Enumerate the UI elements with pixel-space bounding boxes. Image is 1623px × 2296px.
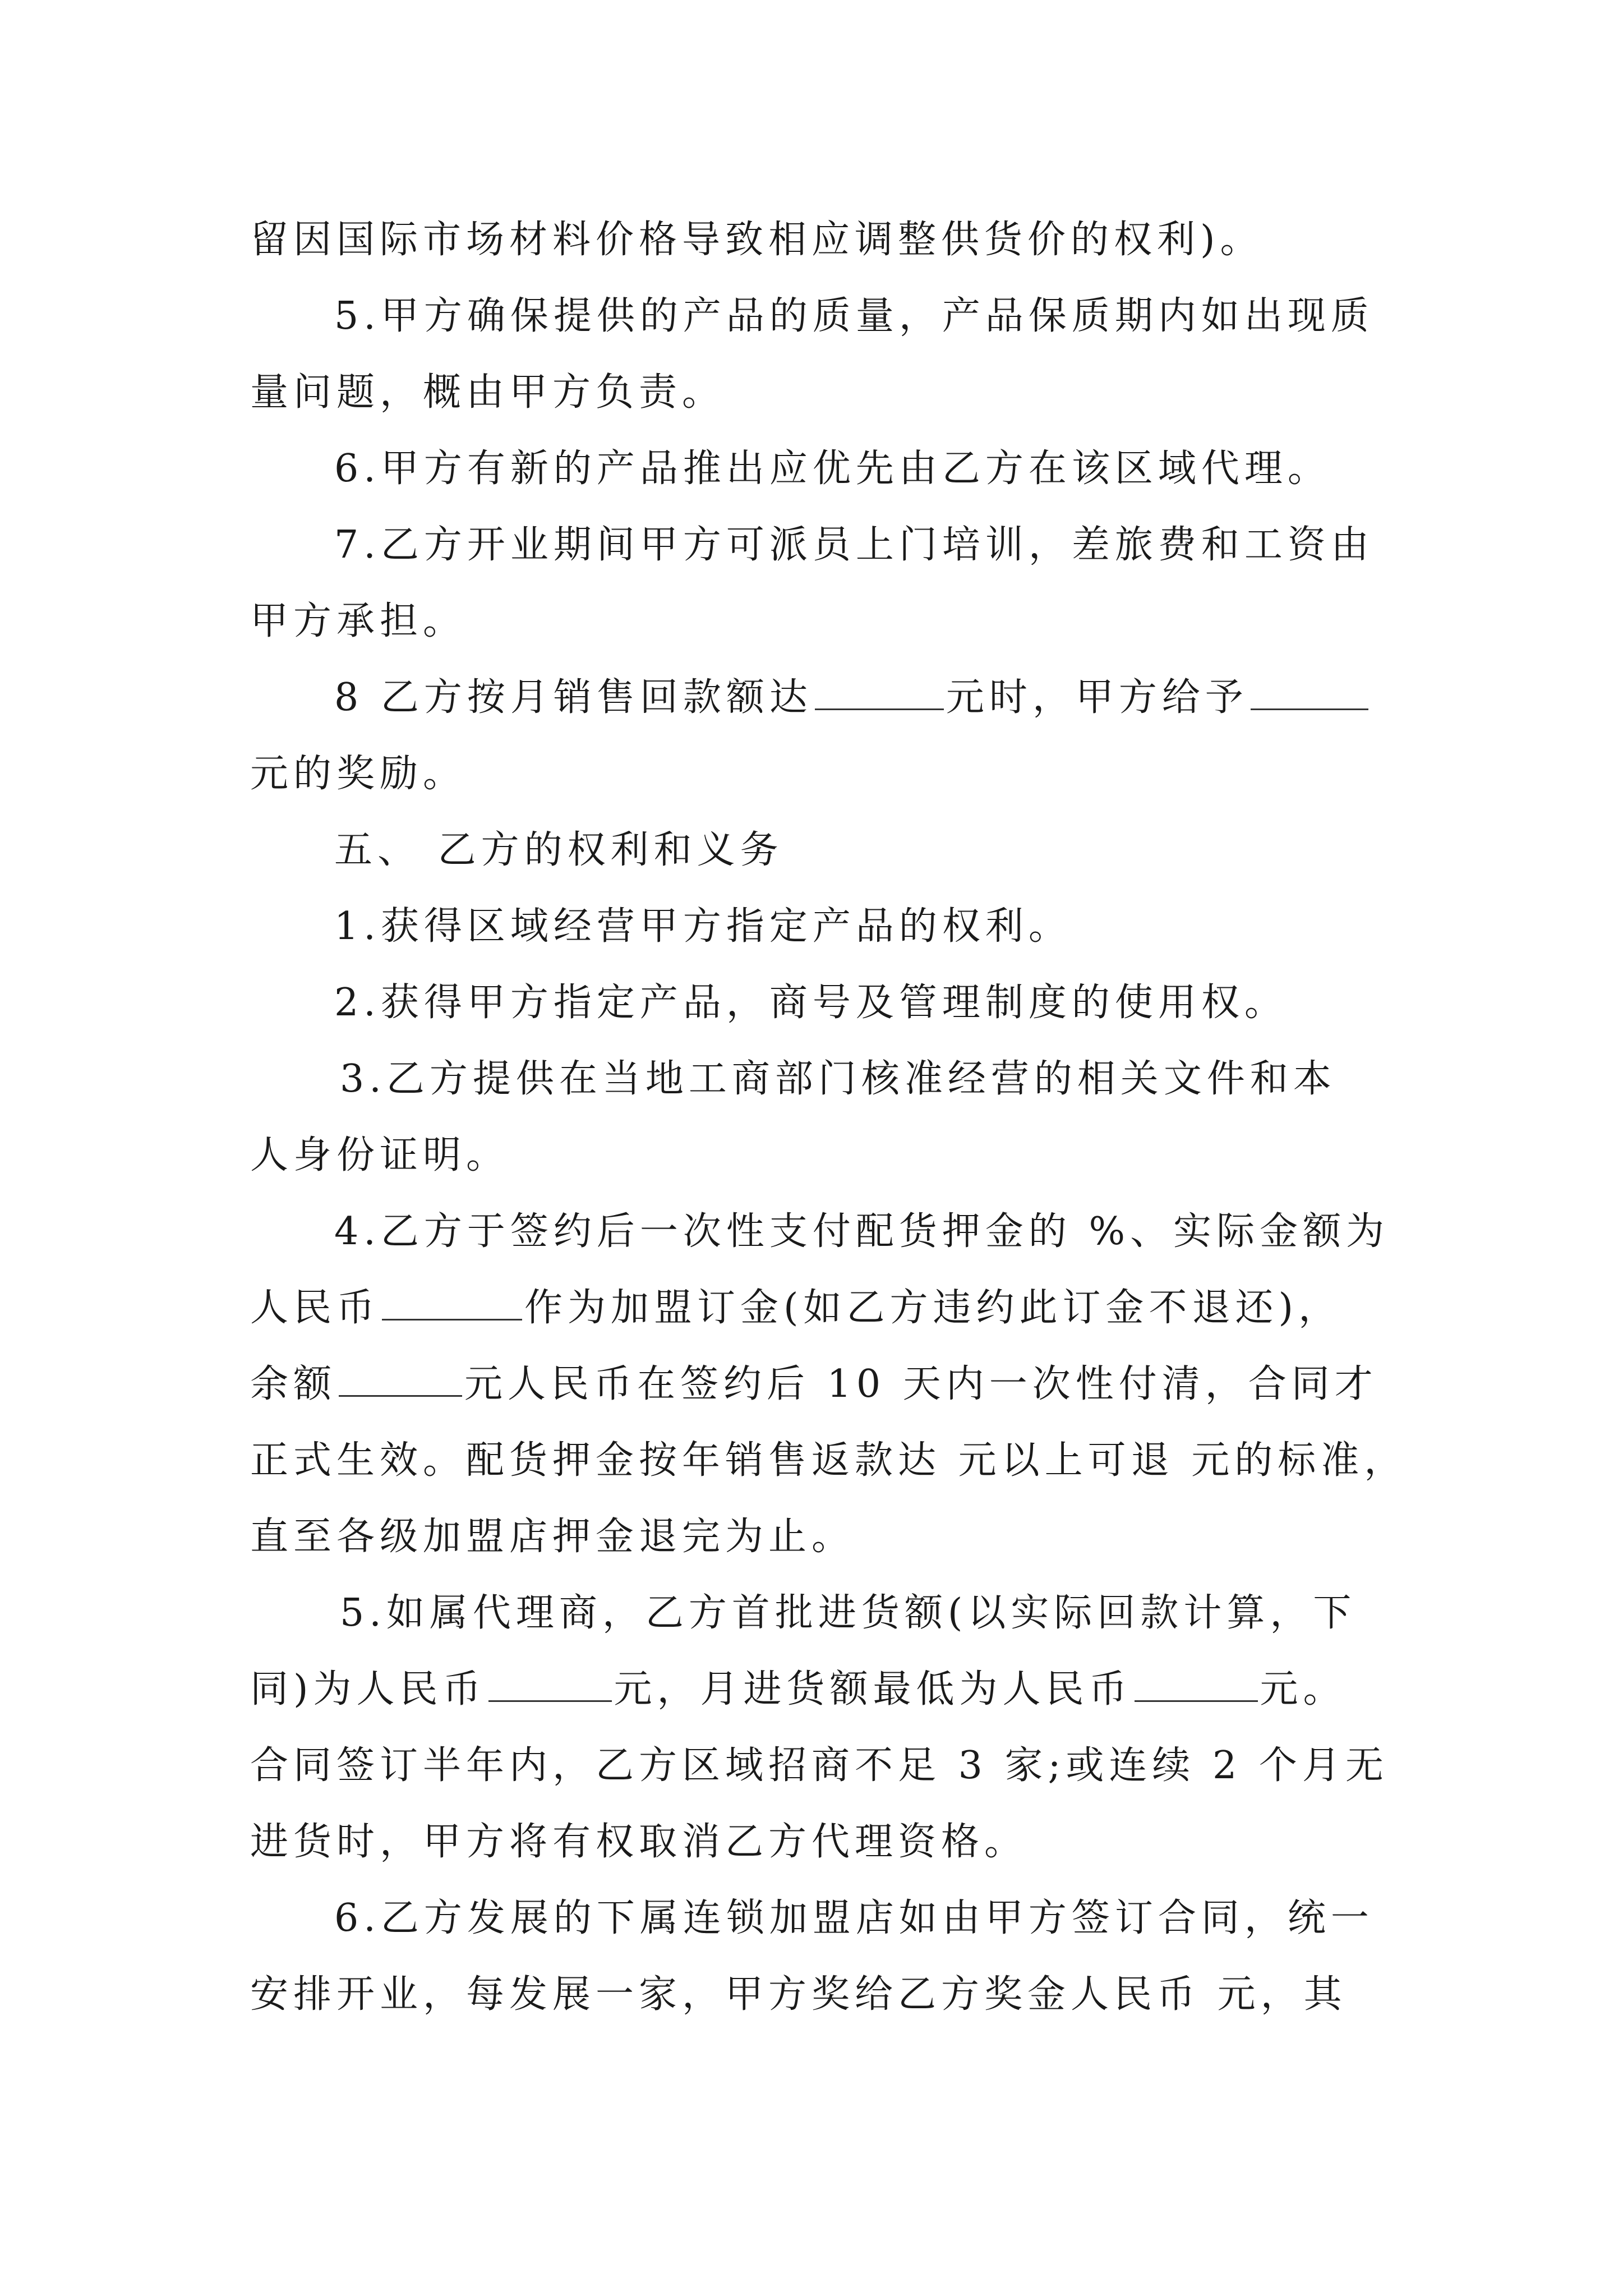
text-segment: 元。: [1260, 1667, 1347, 1711]
text-segment: 元，月进货额最低为人民币: [614, 1667, 1132, 1711]
text-line: [250, 1346, 1377, 1423]
text-segment: 余额: [250, 1362, 337, 1406]
clause-5-line: 5.甲方确保提供的产品的质量，产品保质期内如出现质: [334, 294, 1374, 338]
text-line: 进货时，甲方将有权取消乙方代理资格。: [250, 1820, 1028, 1864]
clause-6-line: 6.甲方有新的产品推出应优先由乙方在该区域代理。: [334, 447, 1331, 491]
text-line: 留因国际市场材料价格导致相应调整供货价的权利)。: [250, 218, 1264, 262]
text-segment: 元时，甲方给予: [946, 675, 1248, 720]
document-page: [250, 202, 1408, 2033]
text-line: 安排开业，每发展一家，甲方奖给乙方奖金人民币 元，其: [250, 1972, 1347, 2017]
section-heading: 五、 乙方的权利和义务: [334, 828, 783, 872]
fill-in-blank: [815, 703, 944, 710]
text-line: 直至各级加盟店押金退完为止。: [250, 1515, 855, 1559]
fill-in-blank: [339, 1389, 462, 1397]
clause-4-line: 4.乙方于签约后一次性支付配货押金的 %、实际金额为: [334, 1209, 1390, 1254]
clause-1-line: 1.获得区域经营甲方指定产品的权利。: [334, 904, 1072, 949]
text-line: 量问题，概由甲方负责。: [250, 370, 726, 415]
text-line: [250, 1651, 1377, 1728]
fill-in-blank: [488, 1695, 612, 1702]
clause-8-line: [250, 660, 1377, 736]
clause-2-line: 2.获得甲方指定产品，商号及管理制度的使用权。: [334, 981, 1288, 1025]
text-segment: 8 乙方按月销售回款额达: [334, 675, 813, 720]
text-segment: 作为加盟订金(如乙方违约此订金不退还)，: [524, 1286, 1342, 1330]
text-line: 人身份证明。: [250, 1133, 510, 1177]
fill-in-blank: [1251, 703, 1368, 710]
text-segment: 同)为人民币: [250, 1667, 486, 1711]
text-line: 元的奖励。: [250, 752, 467, 796]
clause-5b-line: 5.如属代理商，乙方首批进货额(以实际回款计算，下: [340, 1591, 1357, 1635]
clause-3-line: 3.乙方提供在当地工商部门核准经营的相关文件和本: [340, 1057, 1336, 1101]
clause-6b-line: 6.乙方发展的下属连锁加盟店如由甲方签订合同，统一: [334, 1896, 1374, 1940]
text-line: 合同签订半年内，乙方区域招商不足 3 家;或连续 2 个月无: [250, 1743, 1389, 1788]
fill-in-blank: [382, 1313, 522, 1320]
text-line: 正式生效。配货押金按年销售返款达 元以上可退 元的标准，: [250, 1438, 1408, 1483]
text-segment: 人民币: [250, 1286, 380, 1330]
text-line: 甲方承担。: [250, 599, 467, 643]
clause-7-line: 7.乙方开业期间甲方可派员上门培训，差旅费和工资由: [334, 523, 1374, 567]
text-segment: 元人民币在签约后 10 天内一次性付清，合同才: [464, 1362, 1378, 1406]
text-line: [250, 1270, 1377, 1346]
fill-in-blank: [1135, 1695, 1258, 1702]
